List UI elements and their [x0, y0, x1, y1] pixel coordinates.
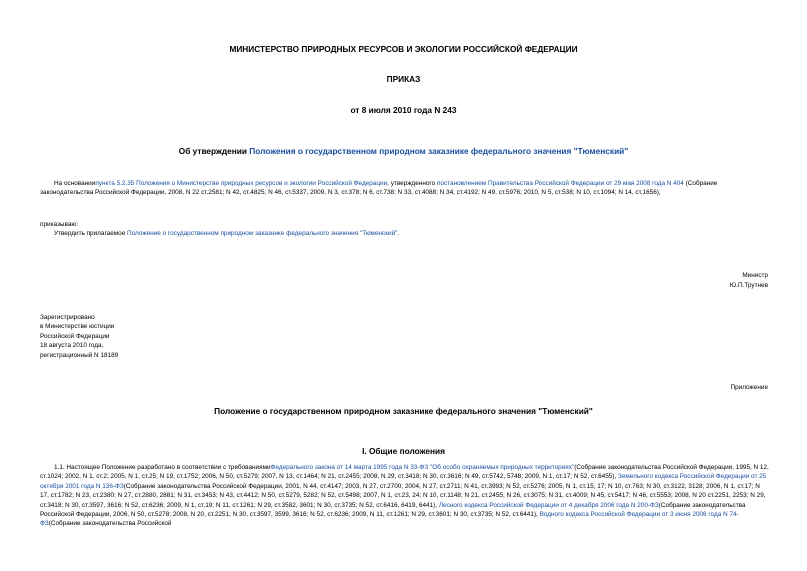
ministry-title: МИНИСТЕРСТВО ПРИРОДНЫХ РЕСУРСОВ И ЭКОЛОГИИ РОССИЙСКОЙ ФЕДЕРАЦИИ — [229, 44, 578, 54]
government-decree-link[interactable]: постановлением Правительства Российской Федерации от 29 мая 2008 года N 404 — [436, 180, 684, 187]
registration-block — [40, 313, 340, 360]
land-code-link[interactable]: Земельного кодекса Российской Федерации от 25 октября 2001 года N 136-ФЗ — [40, 473, 767, 490]
subject-prefix: Об утверждении — [178, 146, 250, 156]
paragraph-text-1: 1.1. Настоящее Положение разработано в соответствии с требованиями — [54, 464, 271, 471]
order-subject — [0, 146, 807, 156]
signatory-name: Ю.П.Трутнев — [729, 282, 768, 289]
basis-text-2: , утвержденного — [387, 180, 437, 187]
registration-line: Российской Федерации — [40, 332, 110, 340]
protected-areas-law-link[interactable]: Федерального закона от 14 марта 1995 года N 33-ФЗ "Об особо охраняемых природных территориях" — [270, 464, 575, 471]
registration-line: в Министерстве юстиции — [40, 323, 115, 331]
basis-paragraph — [40, 179, 770, 198]
paragraph-text-4: (Собрание законодательства Российской Федерации, 2006, N 50, ст.5278; 2008, N 20, ст.2251; N 30, ст.3597, 3599, 3616; N 52, ст.6236; 2009, N 11, ст.1261; N 29, ст.3601; N 30, ст.3735; N 52, ст.6441), — [40, 501, 746, 519]
signatory-position: Министр — [742, 272, 768, 279]
order-paragraph — [40, 229, 770, 238]
forest-code-link[interactable]: Лесного кодекса Российской Федерации от 4 декабря 2006 года N 200-ФЗ — [438, 501, 659, 509]
approved-regulation-link[interactable]: Положение о государственном природном заказнике федерального значения "Тюменский" — [127, 230, 398, 237]
paragraph-text-5: (Собрание законодательства Российской — [48, 520, 172, 528]
ministry-regulation-link[interactable]: пункта 5.2.35 Положения о Министерстве природных ресурсов и экологии Российской Федерации — [95, 180, 388, 187]
order-text-1: Утвердить прилагаемое — [54, 230, 128, 237]
section-paragraph-1-1 — [40, 463, 770, 529]
paragraph-text-2: (Собрание законодательства Российской Федерации, 1995, N 12, ст.1024; 2002, N 1, ст.2; 2005, N 1, ст.25; N 19, ст.1752; 2006, N 50, ст.5279; 2007, N 13, ст.1464; N 21, ст.2455; 2008, N 29, ст.3418; N 30, ст.3616; N 49, ст.5742, 5748; 2009, N 1, ст.17; N 52, ст.6455), — [40, 464, 769, 481]
order-date: от 8 июля 2010 года N 243 — [350, 105, 457, 115]
appendix-title: Положение о государственном природном заказнике федерального значения "Тюменский" — [214, 406, 593, 416]
paragraph-text-3: (Собрание законодательства Российской Федерации, 2001, N 44, ст.4147; 2003, N 27, ст.2700; 2004, N 27, ст.2711; N 41, ст.3993; N 52, ст.5276; 2005, N 1, ст.15, 17; N 10, ст.763; N 30, ст.3122, 3128; 2006, N 1, ст.17; N 17, ст.1782; N 23, ст.2380; N 27, ст.2880, 2881; N 31, ст.3453; N 43, ст.4412; N 50, ст.5279, 5282; N 52, ст.5498; 2007, N 1, ст.23, 24; N 10, ст.1148; N 21, ст.2455; N 26, ст.3075; N 31, ст.4009; N 45, ст.5417; N 46, ст.5553; 2008, N 20 ст.2251, 2253; N 29, ст.3418; N 30, ст.3597, 3616; N 52, ст.6236; 2009, N 1, ст.19; N 11, ст.1261; N 29, ст.3582, 3601; N 30, ст.3735; N 52, ст.6416, 6419, 6441), — [40, 482, 766, 509]
water-code-link[interactable]: Водного кодекса Российской Федерации от 3 июня 2006 года N 74-ФЗ — [40, 511, 739, 528]
basis-text-1: На основании — [54, 180, 96, 187]
section-title: I. Общие положения — [362, 446, 445, 456]
order-title: ПРИКАЗ — [386, 74, 421, 84]
appendix-label: Приложение — [730, 384, 768, 391]
registration-line: регистрационный N 18189 — [40, 351, 119, 359]
subject-regulation-link[interactable]: Положения о государственном природном заказнике федерального значения "Тюменский" — [249, 146, 629, 156]
order-text-2: . — [397, 230, 400, 237]
registration-line: Зарегистрировано — [40, 314, 95, 321]
order-word: приказываю: — [40, 221, 78, 228]
registration-line: 18 августа 2010 года, — [40, 342, 104, 350]
basis-text-3: (Собрание законодательства Российской Федерации, 2008, N 22 ст.2581; N 42, ст.4825; N 46, ст.5337, 2009, N 3, ст.378; N 6, ст.738; N 33, ст.4088; N 34, ст.4192; N 49, ст.5976; 2010, N 5, ст.538; N 10, ст.1094; N 14, ст.1656), — [40, 180, 718, 197]
